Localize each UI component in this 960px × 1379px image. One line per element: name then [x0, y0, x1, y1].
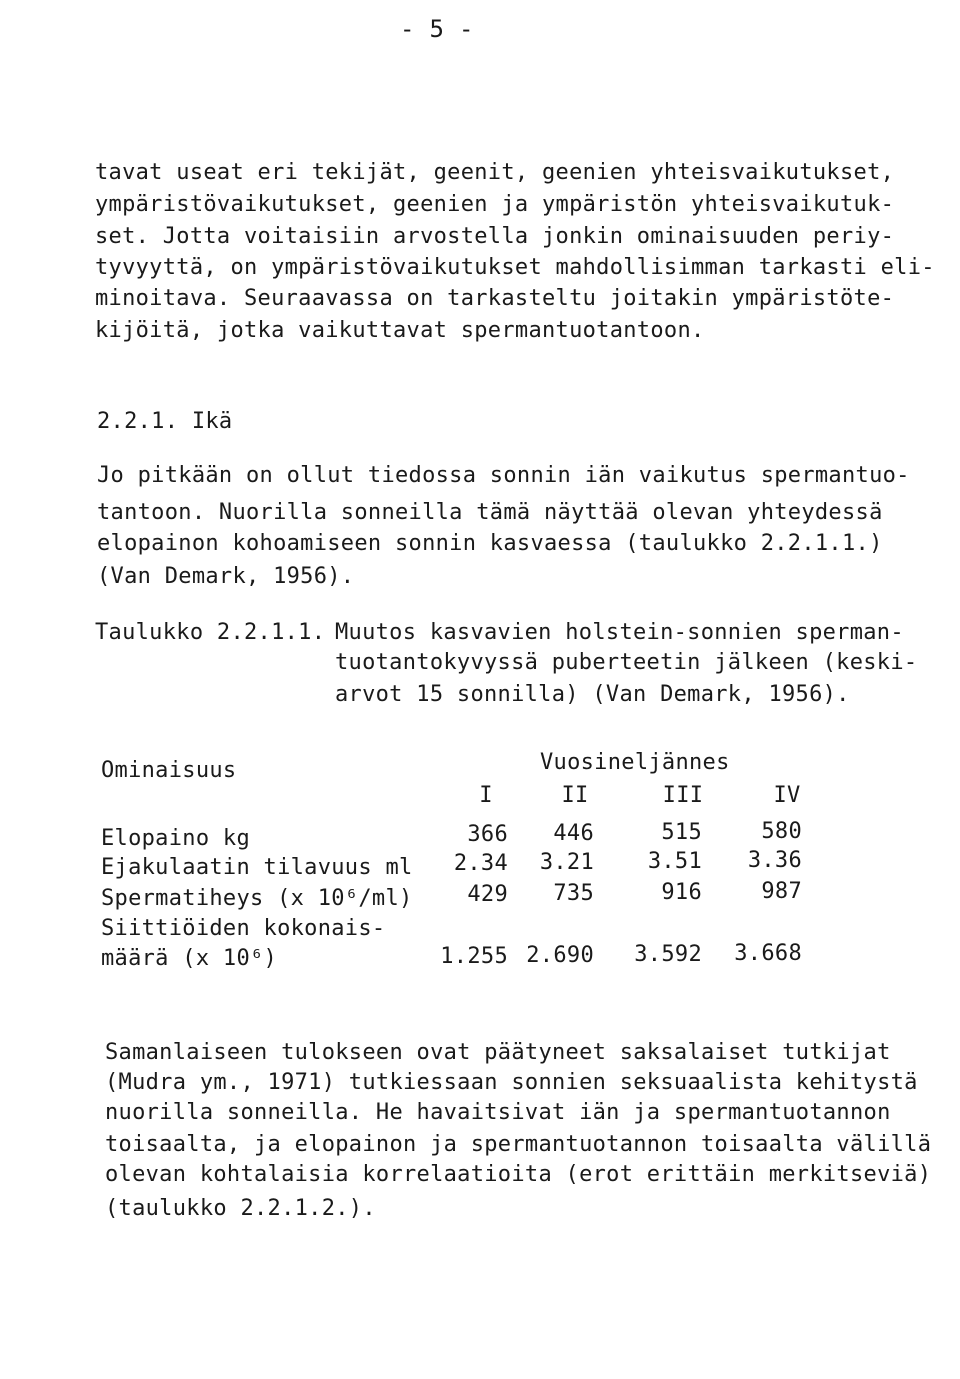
row-label: määrä (x 10⁶) [101, 946, 278, 971]
table-cell: 2.34 [453, 851, 508, 876]
page-number: - 5 - [400, 15, 474, 43]
column-header: IV [773, 783, 801, 808]
text-line: tavat useat eri tekijät, geenit, geenien yhteisvaikutukset, [95, 160, 895, 185]
table-caption-label: Taulukko 2.2.1.1. [95, 620, 326, 645]
column-header: III [662, 783, 704, 808]
table-cell: 580 [761, 819, 802, 844]
text-line: Jo pitkään on ollut tiedossa sonnin iän vaikutus spermantuo- [97, 463, 910, 488]
table-cell: 3.592 [634, 942, 702, 967]
group-header: Vuosineljännes [540, 750, 730, 775]
table-cell: 515 [661, 820, 702, 845]
property-header: Ominaisuus [101, 758, 237, 783]
table-cell: 446 [553, 821, 594, 846]
text-line: set. Jotta voitaisiin arvostella jonkin ominaisuuden periy- [95, 224, 895, 249]
caption-line: tuotantokyvyssä puberteetin jälkeen (keski- [335, 650, 918, 675]
table-cell: 916 [661, 880, 702, 905]
text-line: olevan kohtalaisia korrelaatioita (erot erittäin merkitseviä) [105, 1162, 932, 1187]
table-cell: 366 [467, 822, 508, 847]
table-cell: 3.21 [539, 850, 594, 875]
text-line: tantoon. Nuorilla sonneilla tämä näyttää olevan yhteydessä [97, 500, 883, 525]
text-line: nuorilla sonneilla. He havaitsivat iän ja spermantuotannon [105, 1100, 891, 1125]
column-header: I [479, 783, 493, 808]
caption-line: Muutos kasvavien holstein-sonnien sperman- [335, 620, 904, 645]
section-heading: 2.2.1. Ikä [97, 409, 233, 434]
row-label: Spermatiheys (x 10⁶/ml) [101, 886, 413, 911]
column-header: II [561, 783, 589, 808]
text-line: ympäristövaikutukset, geenien ja ympäristön yhteisvaikutuk- [95, 192, 895, 217]
row-label: Elopaino kg [101, 826, 250, 851]
text-line: toisaalta, ja elopainon ja spermantuotannon toisaalta välillä [105, 1132, 932, 1157]
text-line: Samanlaiseen tulokseen ovat päätyneet saksalaiset tutkijat [105, 1040, 891, 1065]
table-cell: 3.51 [647, 849, 702, 874]
text-line: minoitava. Seuraavassa on tarkasteltu joitakin ympäristöte- [95, 286, 895, 311]
text-line: elopainon kohoamiseen sonnin kasvaessa (taulukko 2.2.1.1.) [97, 531, 883, 556]
table-cell: 987 [761, 879, 802, 904]
table-cell: 735 [553, 881, 594, 906]
text-line: kijöitä, jotka vaikuttavat spermantuotantoon. [95, 318, 705, 343]
table-cell: 3.668 [734, 941, 802, 966]
caption-line: arvot 15 sonnilla) (Van Demark, 1956). [335, 682, 850, 707]
row-label: Ejakulaatin tilavuus ml [101, 855, 413, 880]
text-line: tyvyyttä, on ympäristövaikutukset mahdollisimman tarkasti eli- [95, 255, 935, 280]
table-cell: 2.690 [526, 943, 594, 968]
text-line: (Van Demark, 1956). [97, 564, 355, 589]
table-cell: 429 [467, 882, 508, 907]
text-line: (Mudra ym., 1971) tutkiessaan sonnien seksuaalista kehitystä [105, 1070, 918, 1095]
table-cell: 1.255 [440, 944, 508, 969]
text-line: (taulukko 2.2.1.2.). [105, 1196, 376, 1221]
table-cell: 3.36 [747, 848, 802, 873]
row-label: Siittiöiden kokonais- [101, 916, 386, 941]
